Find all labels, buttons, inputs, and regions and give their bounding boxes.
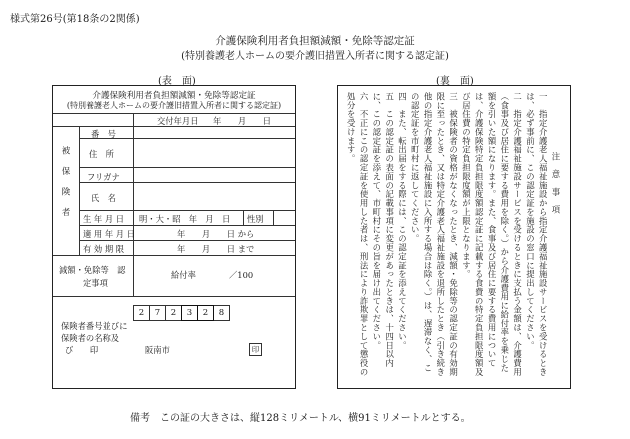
row-divider [79, 167, 295, 168]
insured-person-label: 被保険者 [60, 146, 70, 228]
row-divider [53, 296, 295, 297]
issue-date-value: 年 月 日 [213, 116, 272, 126]
front-card [52, 85, 296, 389]
card-title: 介護保険利用者負担額減額・免除等認定証 [92, 91, 256, 101]
front-side-label: (表 面) [158, 76, 196, 87]
reduction-label: 減額・免除等 認 [59, 265, 126, 275]
sex-label: 性別 [247, 214, 264, 224]
insurer-digit: 3 [181, 305, 198, 321]
insurer-digit: 2 [197, 305, 214, 321]
number-label: 番 号 [91, 129, 116, 139]
notes-text [344, 92, 562, 380]
document-subtitle: (特別養護老人ホームの要介護旧措置入所者に関する認定証) [181, 51, 449, 62]
seal-mark: 印 [249, 343, 262, 356]
apply-date-value: 年 月 日 から [177, 229, 255, 239]
insurer-label-3: び 印 [65, 345, 99, 355]
note-item: 一 指定介護老人福祉施設から指定介護福祉施設サービスを受けるときは、必ず事前に、この認定証を施設の窓口に提出してください。 [525, 92, 549, 377]
note-item: 四 また、転出届をする際には、この認定証を添えてください。 [397, 92, 408, 350]
back-card [337, 85, 571, 389]
note-item: 五 この認定証の表面の記載事項に変更があったときは、十四日以内に、この認定証を添えて、市町村にその旨を届け出てください。 [371, 92, 395, 368]
name-label: 氏 名 [91, 193, 116, 203]
furigana-label: フリガナ [87, 172, 120, 182]
back-side-label: (裏 面) [436, 76, 474, 87]
insurer-digit: 2 [133, 305, 150, 321]
column-divider [133, 113, 134, 296]
row-divider [79, 210, 295, 211]
notes-heading: 注 意 事 項 [551, 152, 561, 215]
insurer-number-boxes [133, 305, 229, 321]
valid-until-label: 有 効 期 限 [83, 244, 125, 254]
note-item: 二 指定介護福祉施設サービスを受けるときに支払う金額は、介護費用（食事及び居住に要する費用を除く。）から介護費用に給付率を乗じた額を引いた額になります。また、食事及び居住に要する費用については、介護保険特定負担限度額認定証に記載する食費の特定負担限度額及び居住費の特定負担限度額が上限となります。 [461, 92, 523, 377]
valid-until-value: 年 月 日 まで [177, 244, 255, 254]
row-divider [79, 240, 295, 241]
issue-date-label: 交付年月日 [157, 116, 199, 126]
row-divider [53, 113, 295, 114]
apply-date-label: 適 用 年 月 日 [83, 229, 136, 239]
insurer-name: 阪南市 [145, 345, 170, 355]
address-label: 住 所 [89, 149, 114, 159]
insurer-digit: 7 [149, 305, 166, 321]
insurer-label: 保険者番号並びに [61, 321, 128, 331]
note-item: 三 被保険者の資格がなくなったとき、減額・免除等の認定証の有効期限に至ったとき、又は特定介護老人福祉施設を退所したとき（引き続き他の指定介護老人福祉施設に入所する場合は除く。）は、遅滞なく、この認定証を市町村に返してください。 [410, 92, 459, 377]
form-number: 様式第26号(第18条の2関係) [10, 14, 140, 25]
column-divider [79, 126, 80, 255]
card-subtitle: (特別養護老人ホームの要介護旧措置入所者に関する認定証) [66, 101, 282, 110]
column-divider [273, 210, 274, 225]
insurer-digit: 8 [213, 305, 230, 321]
document-title: 介護保険利用者負担額減額・免除等認定証 [215, 35, 415, 47]
benefit-rate-unit: ／100 [229, 270, 254, 280]
note-item: 六 不正にこの認定証を使用した者は、刑法により詐欺罪として懲役の処分を受けます。 [346, 92, 370, 377]
insurer-digit: 2 [165, 305, 182, 321]
benefit-rate-label: 給付率 [171, 270, 196, 280]
row-divider [79, 225, 295, 226]
birth-date-label: 生 年 月 日 [83, 214, 125, 224]
column-divider [243, 210, 244, 225]
insurer-label-2: 保険者の名称及 [61, 333, 120, 343]
row-divider [53, 255, 295, 256]
remarks-note: 備考 この証の大きさは、縦128ミリメートル、横91ミリメートルとする。 [130, 413, 471, 424]
birth-date-value: 明・大・昭 年 月 日 [139, 214, 231, 224]
reduction-label-2: 定事項 [83, 278, 108, 288]
